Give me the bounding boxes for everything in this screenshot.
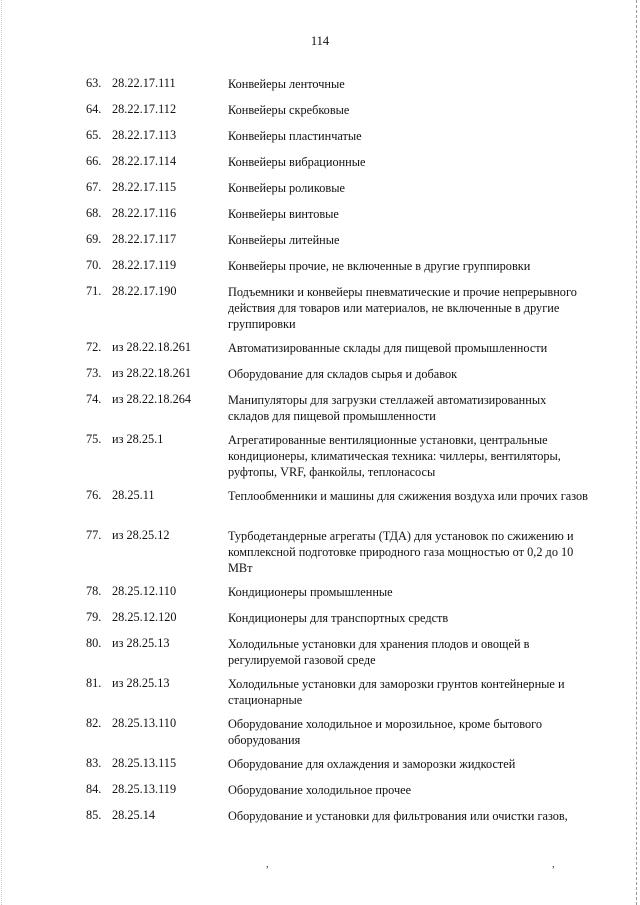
item-number: 77. <box>86 528 102 542</box>
classification-list <box>0 76 640 834</box>
list-item <box>0 284 640 340</box>
list-item <box>0 716 640 756</box>
item-description: Конвейеры винтовые <box>228 207 339 221</box>
item-code: 28.22.17.117 <box>112 232 177 246</box>
item-code: 28.25.13.115 <box>112 756 177 770</box>
list-item <box>0 102 640 128</box>
item-description: Оборудование для складов сырья и добавок <box>228 367 458 381</box>
item-number: 76. <box>86 488 102 502</box>
item-description: Подъемники и конвейеры пневматические и прочие непрерывного действия для товаров или материалов, не включенные в другие группировки <box>228 285 577 331</box>
item-code: 28.22.17.113 <box>112 128 177 142</box>
list-item <box>0 154 640 180</box>
item-description: Автоматизированные склады для пищевой промышленности <box>228 341 548 355</box>
item-number: 64. <box>86 102 102 116</box>
item-description: Конвейеры роликовые <box>228 181 345 195</box>
item-description: Конвейеры пластинчатые <box>228 129 362 143</box>
item-description: Оборудование для охлаждения и заморозки жидкостей <box>228 757 516 771</box>
list-item <box>0 488 640 528</box>
item-number: 67. <box>86 180 102 194</box>
item-description: Теплообменники и машины для сжижения воздуха или прочих газов <box>228 489 588 503</box>
item-code: из 28.25.12 <box>112 528 170 542</box>
item-number: 84. <box>86 782 102 796</box>
item-description: Турбодетандерные агрегаты (ТДА) для установок по сжижению и комплексной подготовке природного газа мощностью от 0,2 до 10 МВт <box>228 529 574 575</box>
item-number: 68. <box>86 206 102 220</box>
list-item <box>0 366 640 392</box>
item-number: 70. <box>86 258 102 272</box>
item-code: 28.22.17.112 <box>112 102 177 116</box>
item-code: из 28.25.13 <box>112 676 170 690</box>
item-code: из 28.25.13 <box>112 636 170 650</box>
item-description: Агрегатированные вентиляционные установки, центральные кондиционеры, климатическая техника: чиллеры, вентиляторы, руфтопы, VRF, фанкойлы, теплонасосы <box>228 433 561 479</box>
item-number: 63. <box>86 76 102 90</box>
item-description: Холодильные установки для заморозки грунтов контейнерные и стационарные <box>228 677 565 707</box>
item-number: 82. <box>86 716 102 730</box>
item-number: 74. <box>86 392 102 406</box>
item-code: 28.25.13.110 <box>112 716 177 730</box>
list-item <box>0 756 640 782</box>
item-description: Холодильные установки для хранения плодов и овощей в регулируемой газовой среде <box>228 637 530 667</box>
list-item <box>0 636 640 676</box>
item-code: 28.25.12.110 <box>112 584 177 598</box>
list-item <box>0 676 640 716</box>
footer-mark: , <box>552 858 555 870</box>
item-description: Конвейеры скребковые <box>228 103 350 117</box>
item-number: 83. <box>86 756 102 770</box>
item-code: из 28.22.18.264 <box>112 392 192 406</box>
item-description: Конвейеры прочие, не включенные в другие группировки <box>228 259 531 273</box>
page-number: 114 <box>310 34 330 48</box>
item-description: Кондиционеры промышленные <box>228 585 393 599</box>
item-description: Оборудование холодильное и морозильное, кроме бытового оборудования <box>228 717 542 747</box>
list-item <box>0 258 640 284</box>
item-code: 28.22.17.119 <box>112 258 177 272</box>
item-description: Конвейеры ленточные <box>228 77 345 91</box>
list-item <box>0 528 640 584</box>
item-number: 72. <box>86 340 102 354</box>
item-code: 28.25.12.120 <box>112 610 177 624</box>
list-item <box>0 610 640 636</box>
item-code: 28.25.13.119 <box>112 782 177 796</box>
item-description: Оборудование и установки для фильтрования или очистки газов, <box>228 809 568 823</box>
item-description: Конвейеры вибрационные <box>228 155 366 169</box>
list-item <box>0 584 640 610</box>
item-number: 78. <box>86 584 102 598</box>
list-item <box>0 206 640 232</box>
list-item <box>0 76 640 102</box>
item-description: Оборудование холодильное прочее <box>228 783 412 797</box>
item-code: 28.22.17.111 <box>112 76 176 90</box>
item-number: 69. <box>86 232 102 246</box>
footer-mark: , <box>266 858 269 870</box>
item-description: Кондиционеры для транспортных средств <box>228 611 449 625</box>
list-item <box>0 340 640 366</box>
item-code: 28.22.17.114 <box>112 154 177 168</box>
list-item <box>0 392 640 432</box>
list-item <box>0 432 640 488</box>
list-item <box>0 808 640 834</box>
list-item <box>0 180 640 206</box>
list-item <box>0 128 640 154</box>
item-number: 85. <box>86 808 102 822</box>
item-number: 75. <box>86 432 102 446</box>
item-code: из 28.25.1 <box>112 432 164 446</box>
item-number: 71. <box>86 284 102 298</box>
item-code: 28.25.14 <box>112 808 156 822</box>
list-item <box>0 232 640 258</box>
item-code: из 28.22.18.261 <box>112 366 192 380</box>
item-number: 65. <box>86 128 102 142</box>
item-number: 80. <box>86 636 102 650</box>
item-code: 28.25.11 <box>112 488 155 502</box>
item-code: 28.22.17.116 <box>112 206 177 220</box>
item-code: 28.22.17.115 <box>112 180 177 194</box>
item-number: 73. <box>86 366 102 380</box>
item-number: 79. <box>86 610 102 624</box>
item-number: 66. <box>86 154 102 168</box>
list-item <box>0 782 640 808</box>
item-number: 81. <box>86 676 102 690</box>
item-code: из 28.22.18.261 <box>112 340 192 354</box>
item-description: Манипуляторы для загрузки стеллажей автоматизированных складов для пищевой промышленности <box>228 393 547 423</box>
item-code: 28.22.17.190 <box>112 284 177 298</box>
item-description: Конвейеры литейные <box>228 233 340 247</box>
